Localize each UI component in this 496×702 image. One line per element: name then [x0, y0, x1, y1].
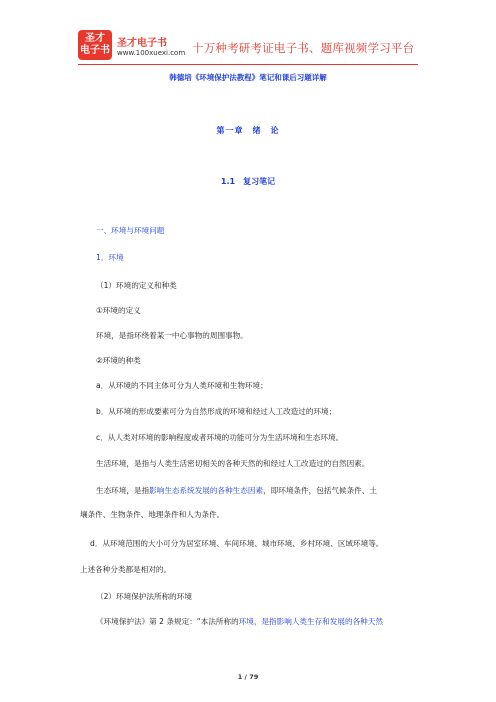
heading-environment: 1．环境 [96, 253, 124, 262]
para-eco-env-a: 生态环境，是指 [96, 486, 150, 495]
para-law-quote-highlight: 环境，是指影响人类生存和发展的各种天然 [238, 617, 383, 626]
para-law-env: （2）环境保护法所称的环境 [96, 592, 192, 601]
para-kind-c: c．从人类对环境的影响程度或者环境的功能可分为生活环境和生态环境。 [96, 433, 344, 442]
para-kinds: ②环境的种类 [96, 356, 141, 365]
para-law-quote-a: 《环境保护法》第 2 条规定：“本法所称的 [96, 617, 239, 626]
para-definition-text: 环境，是指环绕着某一中心事物的周围事物。 [96, 331, 248, 340]
logo-text-bottom: 电子书 [80, 45, 110, 56]
header-divider [78, 64, 418, 65]
brand-logo[interactable] [78, 30, 112, 60]
para-kind-d: d．从环境范围的大小可分为居室环境、车间环境、城市环境、乡村环境、区域环境等。 [90, 539, 384, 548]
para-eco-env-cont: 壤条件、生物条件、地理条件和人为条件。 [80, 510, 225, 519]
section-heading: 1.1 复习笔记 [220, 177, 276, 186]
document-title: 韩德培《环境保护法教程》笔记和课后习题详解 [169, 73, 327, 82]
brand-name: 圣才电子书 [117, 38, 167, 49]
brand-url[interactable]: www.100xuexi.com [117, 49, 186, 57]
para-living-env: 生活环境，是指与人类生活密切相关的各种天然的和经过人工改造过的自然因素。 [96, 459, 370, 468]
chapter-heading: 第一章 绪 论 [216, 126, 280, 135]
para-relative: 上述各种分类都是相对的。 [80, 565, 172, 574]
para-eco-env-highlight: 影响生态系统发展的各种生态因素 [149, 486, 264, 495]
para-law-quote [96, 617, 383, 627]
header-slogan: 十万种考研考证电子书、题库视频学习平台 [192, 41, 415, 55]
para-definition: ①环境的定义 [96, 306, 141, 315]
logo-text-top: 圣才 [85, 33, 105, 44]
para-kind-b: b．从环境的形成要素可分为自然形成的环境和经过人工改造过的环境； [96, 407, 337, 416]
page-header [0, 0, 496, 70]
heading-environment-issues: 一、环境与环境问题 [96, 226, 165, 235]
page-number: 1 / 79 [237, 673, 259, 681]
para-definition-kinds: （1）环境的定义和种类 [96, 281, 177, 290]
para-kind-a: a．从环境的不同主体可分为人类环境和生物环境； [96, 381, 268, 390]
para-eco-env-c: ，即环境条件，包括气候条件、土 [263, 486, 377, 495]
para-eco-env [96, 486, 377, 496]
